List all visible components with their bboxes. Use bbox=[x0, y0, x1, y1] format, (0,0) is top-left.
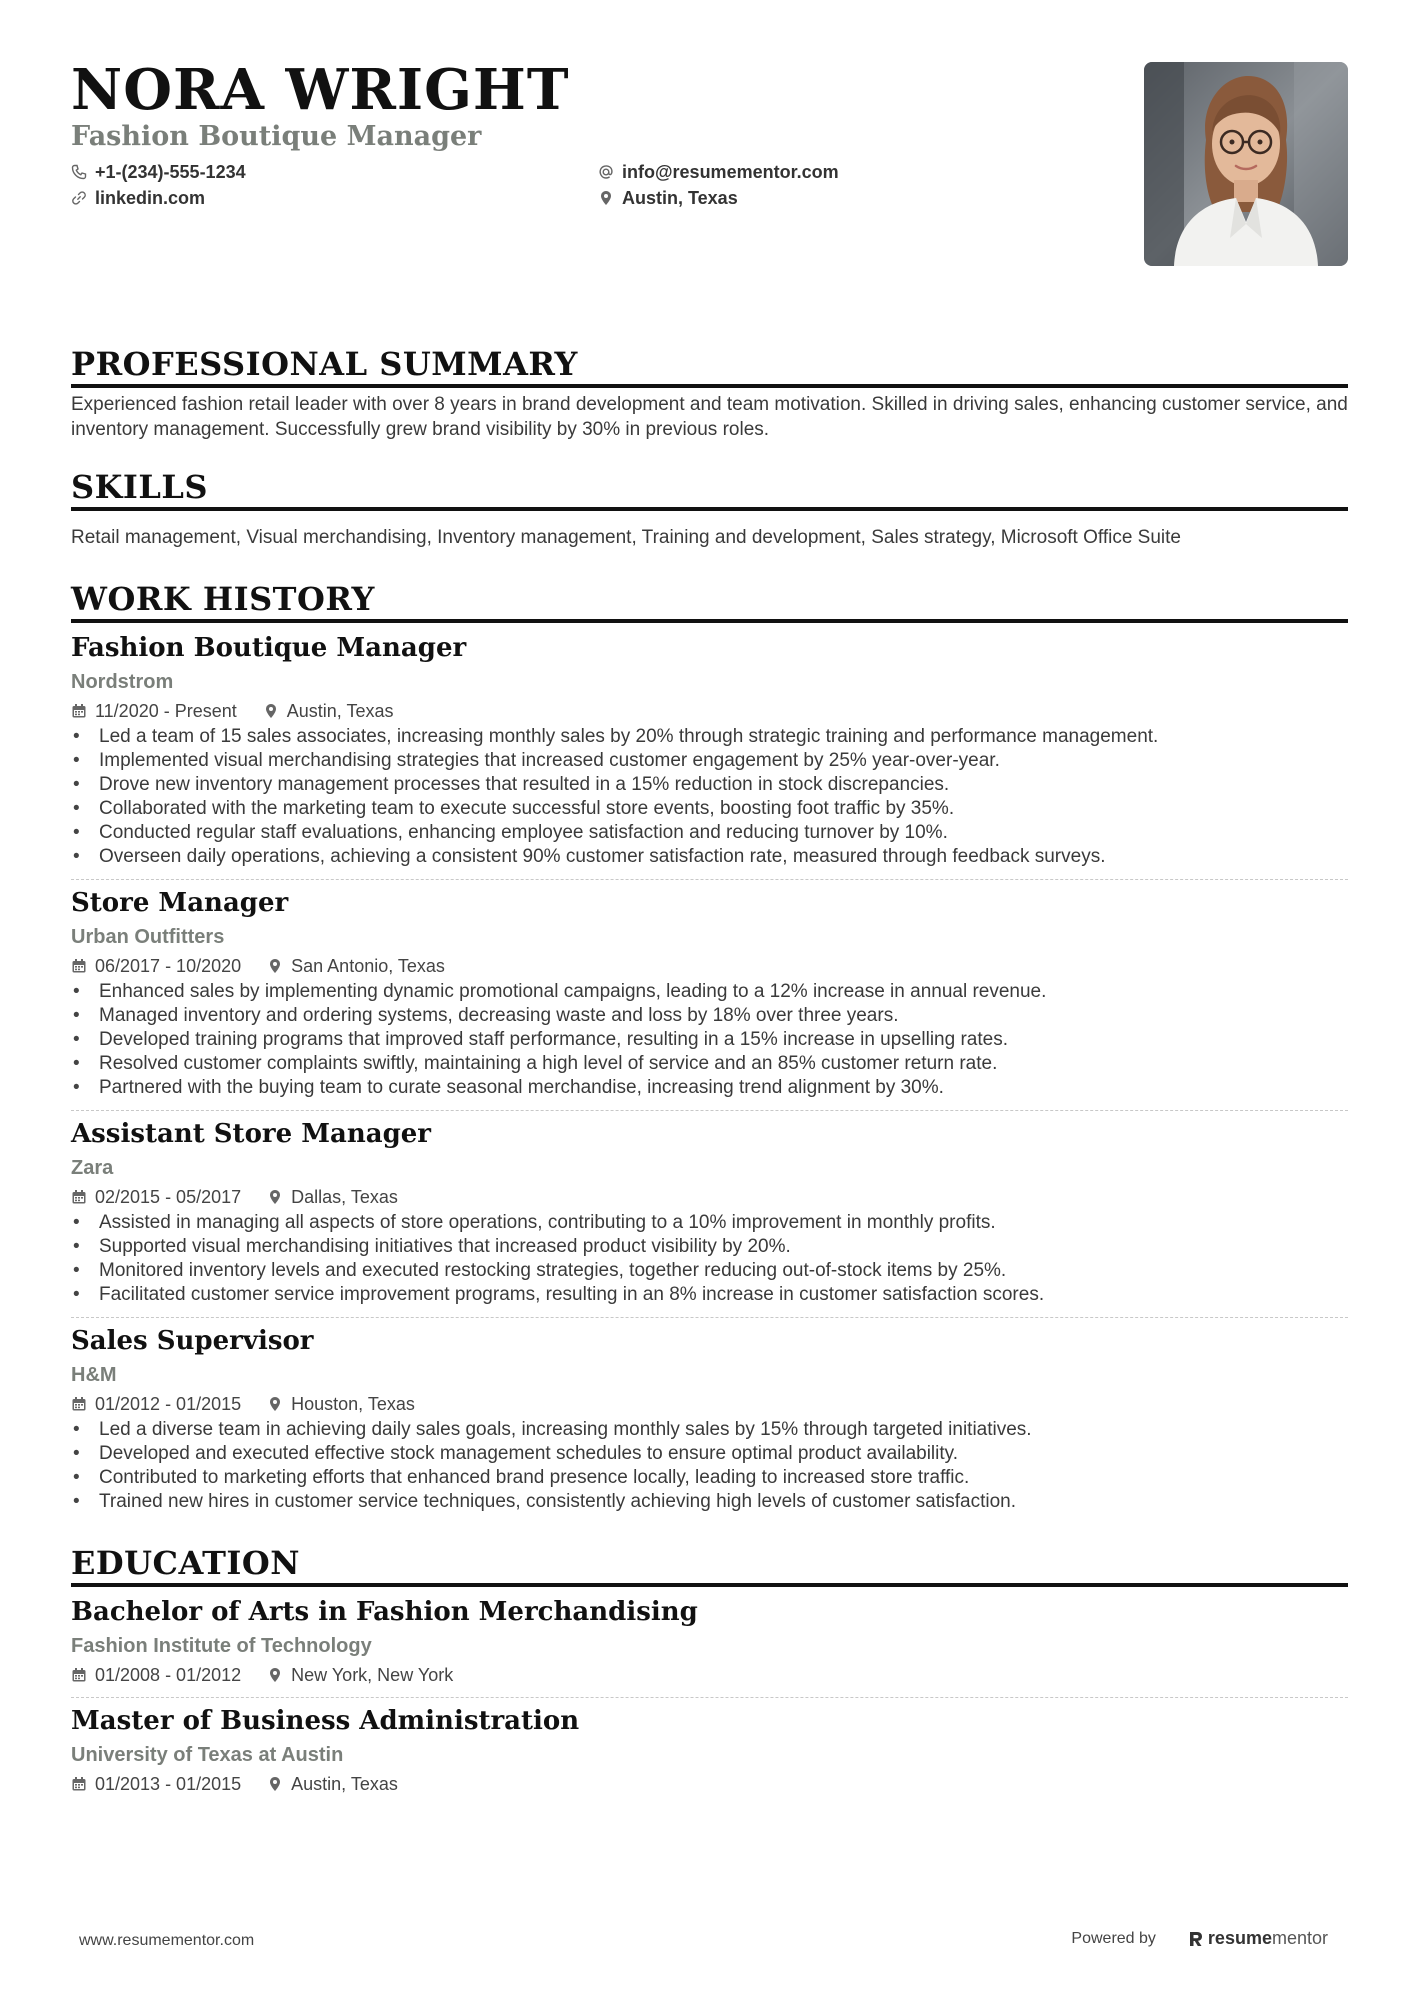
footer-powered bbox=[1071, 1928, 1328, 1949]
brand-logo[interactable] bbox=[1166, 1928, 1328, 1949]
education-meta bbox=[71, 1663, 1348, 1687]
job-dates: 11/2020 - Present bbox=[95, 701, 237, 721]
job-title: Fashion Boutique Manager bbox=[71, 633, 467, 663]
bullet-item: • Supported visual merchandising initiatives that increased product visibility by 20%. bbox=[71, 1235, 1348, 1259]
contact-linkedin[interactable] bbox=[71, 186, 205, 210]
calendar-icon bbox=[71, 1396, 87, 1412]
job-title: Sales Supervisor bbox=[71, 1326, 314, 1356]
bullet-item: • Led a diverse team in achieving daily sales goals, increasing monthly sales by 15% through targeted initiatives. bbox=[71, 1418, 1348, 1442]
phone-icon bbox=[71, 164, 87, 180]
job-entry bbox=[71, 1324, 1348, 1514]
bullet-item: • Contributed to marketing efforts that enhanced brand presence locally, leading to increased store traffic. bbox=[71, 1466, 1348, 1490]
map-pin-icon bbox=[267, 1189, 283, 1205]
job-meta bbox=[71, 699, 1348, 723]
education-dates: 01/2013 - 01/2015 bbox=[95, 1774, 242, 1794]
skills-heading: SKILLS bbox=[71, 468, 1348, 511]
contact-phone[interactable] bbox=[71, 160, 246, 184]
bullet-item: • Developed and executed effective stock management schedules to ensure optimal product availability. bbox=[71, 1442, 1348, 1466]
job-entry bbox=[71, 1117, 1348, 1318]
education-section bbox=[71, 1544, 1348, 1796]
divider bbox=[71, 879, 1348, 880]
job-meta bbox=[71, 1185, 1348, 1209]
job-meta bbox=[71, 954, 1348, 978]
job-dates: 02/2015 - 05/2017 bbox=[95, 1187, 242, 1207]
bullet-item: • Partnered with the buying team to curate seasonal merchandise, increasing trend alignment by 30%. bbox=[71, 1076, 1348, 1100]
resume-header bbox=[71, 58, 1348, 268]
bullet-item: • Developed training programs that improved staff performance, resulting in a 15% increase in upselling rates. bbox=[71, 1028, 1348, 1052]
link-icon bbox=[71, 190, 87, 206]
degree-title: Master of Business Administration bbox=[71, 1706, 580, 1736]
degree-title: Bachelor of Arts in Fashion Merchandising bbox=[71, 1597, 698, 1627]
map-pin-icon bbox=[267, 958, 283, 974]
bullet-item: • Drove new inventory management processes that resulted in a 15% reduction in stock discrepancies. bbox=[71, 773, 1348, 797]
work-section bbox=[71, 580, 1348, 1514]
school-name: University of Texas at Austin bbox=[71, 1744, 344, 1766]
powered-by-label: Powered by bbox=[1071, 1929, 1156, 1947]
bullet-item: • Monitored inventory levels and executed restocking strategies, together reducing out-of-stock items by 25%. bbox=[71, 1259, 1348, 1283]
job-company: Urban Outfitters bbox=[71, 926, 225, 948]
job-dates: 06/2017 - 10/2020 bbox=[95, 956, 242, 976]
calendar-icon bbox=[71, 958, 87, 974]
at-sign-icon bbox=[598, 164, 614, 180]
map-pin-icon bbox=[267, 1776, 283, 1792]
brand-mark-icon bbox=[1188, 1930, 1204, 1948]
calendar-icon bbox=[71, 1189, 87, 1205]
map-pin-icon bbox=[598, 190, 614, 206]
education-dates: 01/2008 - 01/2012 bbox=[95, 1665, 242, 1685]
email-text: info@resumementor.com bbox=[622, 162, 839, 182]
job-bullets bbox=[71, 980, 1348, 1100]
bullet-item: • Implemented visual merchandising strategies that increased customer engagement by 25% year-over-year. bbox=[71, 749, 1348, 773]
divider bbox=[71, 1110, 1348, 1111]
profile-photo bbox=[1144, 62, 1348, 266]
bullet-item: • Resolved customer complaints swiftly, maintaining a high level of service and an 85% customer return rate. bbox=[71, 1052, 1348, 1076]
job-bullets bbox=[71, 1211, 1348, 1307]
education-location: Austin, Texas bbox=[291, 1774, 398, 1794]
bullet-item: • Assisted in managing all aspects of store operations, contributing to a 10% improvement in monthly profits. bbox=[71, 1211, 1348, 1235]
location-text: Austin, Texas bbox=[622, 188, 738, 208]
bullet-item: • Trained new hires in customer service techniques, consistently achieving high levels of customer satisfaction. bbox=[71, 1490, 1348, 1514]
map-pin-icon bbox=[267, 1667, 283, 1683]
bullet-item: • Managed inventory and ordering systems, decreasing waste and loss by 18% over three years. bbox=[71, 1004, 1348, 1028]
brand-name-bold: resume bbox=[1207, 1928, 1272, 1948]
contact-email[interactable] bbox=[598, 160, 839, 184]
bullet-item: • Facilitated customer service improvement programs, resulting in an 8% increase in customer satisfaction scores. bbox=[71, 1283, 1348, 1307]
brand-name-light: mentor bbox=[1271, 1928, 1328, 1948]
map-pin-icon bbox=[263, 703, 279, 719]
map-pin-icon bbox=[267, 1396, 283, 1412]
job-company: Zara bbox=[71, 1157, 114, 1179]
summary-section bbox=[71, 345, 1348, 442]
job-location: San Antonio, Texas bbox=[291, 956, 445, 976]
phone-text: +1-(234)-555-1234 bbox=[95, 162, 246, 182]
footer-website[interactable]: www.resumementor.com bbox=[79, 1932, 255, 1949]
education-entry bbox=[71, 1595, 1348, 1698]
job-bullets bbox=[71, 725, 1348, 869]
summary-heading: PROFESSIONAL SUMMARY bbox=[71, 345, 1348, 388]
education-entry bbox=[71, 1704, 1348, 1796]
linkedin-text: linkedin.com bbox=[95, 188, 206, 208]
job-entry bbox=[71, 886, 1348, 1111]
divider bbox=[71, 1697, 1348, 1698]
education-heading: EDUCATION bbox=[71, 1544, 1348, 1587]
education-location: New York, New York bbox=[291, 1665, 454, 1685]
job-title: Store Manager bbox=[71, 888, 289, 918]
job-title: Assistant Store Manager bbox=[71, 1119, 432, 1149]
bullet-item: • Conducted regular staff evaluations, enhancing employee satisfaction and reducing turnover by 10%. bbox=[71, 821, 1348, 845]
job-location: Houston, Texas bbox=[291, 1394, 415, 1414]
school-name: Fashion Institute of Technology bbox=[71, 1635, 372, 1657]
skills-section bbox=[71, 468, 1348, 550]
calendar-icon bbox=[71, 1667, 87, 1683]
candidate-name: NORA WRIGHT bbox=[71, 57, 570, 123]
calendar-icon bbox=[71, 1776, 87, 1792]
summary-text: Experienced fashion retail leader with over 8 years in brand development and team motivation. Skilled in driving sales, enhancing customer service, and inventory management. Successfully grew brand visibility by 30% in previous roles. bbox=[71, 394, 1348, 440]
bullet-item: • Overseen daily operations, achieving a consistent 90% customer satisfaction rate, measured through feedback surveys. bbox=[71, 845, 1348, 869]
work-heading: WORK HISTORY bbox=[71, 580, 1348, 623]
job-company: H&M bbox=[71, 1364, 117, 1386]
candidate-title: Fashion Boutique Manager bbox=[71, 121, 482, 152]
skills-text: Retail management, Visual merchandising, Inventory management, Training and development, Sales strategy, Microsoft Office Suite bbox=[71, 527, 1181, 548]
calendar-icon bbox=[71, 703, 87, 719]
job-bullets bbox=[71, 1418, 1348, 1514]
job-dates: 01/2012 - 01/2015 bbox=[95, 1394, 242, 1414]
bullet-item: • Collaborated with the marketing team to execute successful store events, boosting foot traffic by 35%. bbox=[71, 797, 1348, 821]
education-meta bbox=[71, 1772, 1348, 1796]
bullet-item: • Enhanced sales by implementing dynamic promotional campaigns, leading to a 12% increase in annual revenue. bbox=[71, 980, 1348, 1004]
bullet-item: • Led a team of 15 sales associates, increasing monthly sales by 20% through strategic training and performance management. bbox=[71, 725, 1348, 749]
job-location: Austin, Texas bbox=[286, 701, 394, 721]
resume-page bbox=[71, 58, 1348, 1796]
job-company: Nordstrom bbox=[71, 671, 174, 693]
contact-location bbox=[598, 186, 738, 210]
job-entry bbox=[71, 631, 1348, 880]
job-meta bbox=[71, 1392, 1348, 1416]
job-location: Dallas, Texas bbox=[291, 1187, 398, 1207]
divider bbox=[71, 1317, 1348, 1318]
